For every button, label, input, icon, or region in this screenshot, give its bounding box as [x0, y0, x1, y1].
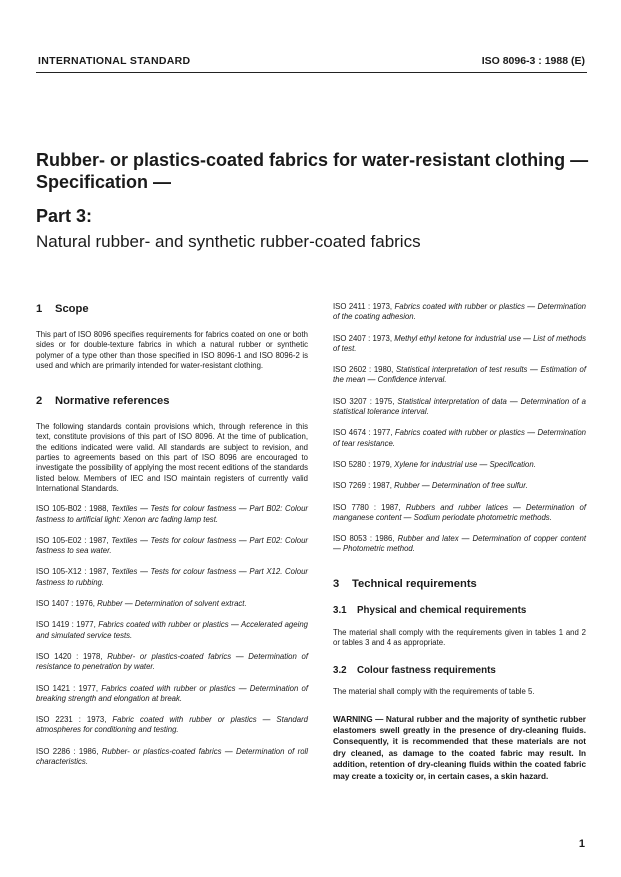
scope-heading: 1 Scope	[36, 303, 89, 315]
reference-item: ISO 7780 : 1987, Rubbers and rubber latices — Determination of manganese content — Sodium periodate photometric methods.	[333, 502, 587, 522]
warning-text: WARNING — Natural rubber and the majority of synthetic rubber elastomers swell greatly in the presence of dry-cleaning fluids. Consequently, it is recommended that these materials are not dry cleaned, as damage to the coated fabric may result. In addition, retention of dry-cleaning fluids within the coated fabric may create a toxicity or, in certain cases, a skin hazard.	[333, 714, 586, 781]
physical-chemical-text: The material shall comply with the requirements given in tables 1 and 2 or tables 3 and 4 as appropriate.	[333, 627, 586, 648]
physical-chemical-heading: 3.1 Physical and chemical requirements	[333, 604, 527, 616]
left-column	[36, 302, 308, 767]
reference-item: ISO 1421 : 1977, Fabrics coated with rubber or plastics — Determination of breaking strength and elongation at break.	[36, 683, 308, 703]
header-standard-label: INTERNATIONAL STANDARD	[38, 55, 191, 67]
technical-heading: 3 Technical requirements	[333, 577, 477, 590]
reference-item: ISO 1419 : 1977, Fabrics coated with rubber or plastics — Accelerated ageing and simulated service tests.	[36, 620, 309, 640]
part-title: Natural rubber- and synthetic rubber-coated fabrics	[36, 232, 421, 251]
colour-fastness-text: The material shall comply with the requirements of table 5.	[333, 687, 535, 697]
right-column	[333, 302, 586, 782]
reference-item: ISO 8053 : 1986, Rubber and latex — Determination of copper content — Photometric method.	[333, 534, 587, 554]
reference-item: ISO 2231 : 1973, Fabric coated with rubber or plastics — Standard atmospheres for conditioning and testing.	[36, 715, 309, 735]
document-title: Rubber- or plastics-coated fabrics for water-resistant clothing — Specification —	[36, 150, 589, 192]
reference-item: ISO 2407 : 1973, Methyl ethyl ketone for industrial use — List of methods of test.	[333, 333, 586, 353]
scope-text: This part of ISO 8096 specifies requirements for fabrics coated on one or both sides or for double-texture fabrics in which a natural rubber or synthetic polymer of a type other than those specified in ISO 8096-1 and ISO 8096-2 is used and which are primarily intended for water-resistant clothing.	[36, 330, 308, 370]
reference-item: ISO 3207 : 1975, Statistical interpretation of data — Determination of a statistical tolerance interval.	[333, 396, 586, 417]
reference-item: ISO 105-B02 : 1988, Textiles — Tests for colour fastness — Part B02: Colour fastness to artificial light: Xenon arc fading lamp test.	[36, 504, 309, 524]
reference-item: ISO 7269 : 1987, Rubber — Determination of free sulfur.	[333, 481, 528, 491]
normative-intro: The following standards contain provisions which, through reference in this text, constitute provisions of this part of ISO 8096. At the time of publication, the editions indicated were valid. All standards are subject to revision, and parties to agreements based on this part of ISO 8096 are encouraged to investigate the possibility of applying the most recent editions of the standards listed below. Members of IEC and ISO maintain registers of currently valid International Standards.	[36, 422, 308, 493]
normative-heading: 2 Normative references	[36, 395, 170, 408]
reference-item: ISO 1407 : 1976, Rubber — Determination of solvent extract.	[36, 599, 247, 609]
reference-item: ISO 2602 : 1980, Statistical interpretation of test results — Estimation of the mean — Confidence interval.	[333, 365, 586, 385]
reference-item: ISO 2286 : 1986, Rubber- or plastics-coated fabrics — Determination of roll characteristics.	[36, 746, 308, 767]
reference-item: ISO 2411 : 1973, Fabrics coated with rubber or plastics — Determination of the coating adhesion.	[333, 302, 587, 322]
reference-item: ISO 5280 : 1979, Xylene for industrial use — Specification.	[333, 459, 536, 469]
reference-item: ISO 105-E02 : 1987, Textiles — Tests for colour fastness — Part E02: Colour fastness to sea water.	[36, 535, 309, 556]
header-document-number: ISO 8096-3 : 1988 (E)	[481, 55, 585, 67]
reference-item: ISO 1420 : 1978, Rubber- or plastics-coated fabrics — Determination of resistance to penetration by water.	[36, 651, 309, 672]
reference-item: ISO 4674 : 1977, Fabrics coated with rubber or plastics — Determination of tear resistance.	[333, 428, 586, 448]
colour-fastness-heading: 3.2 Colour fastness requirements	[333, 665, 496, 677]
reference-item: ISO 105-X12 : 1987, Textiles — Tests for colour fastness — Part X12. Colour fastness to rubbing.	[36, 567, 309, 587]
header-divider	[36, 72, 587, 73]
part-label: Part 3:	[36, 206, 93, 226]
page-number: 1	[578, 838, 585, 850]
